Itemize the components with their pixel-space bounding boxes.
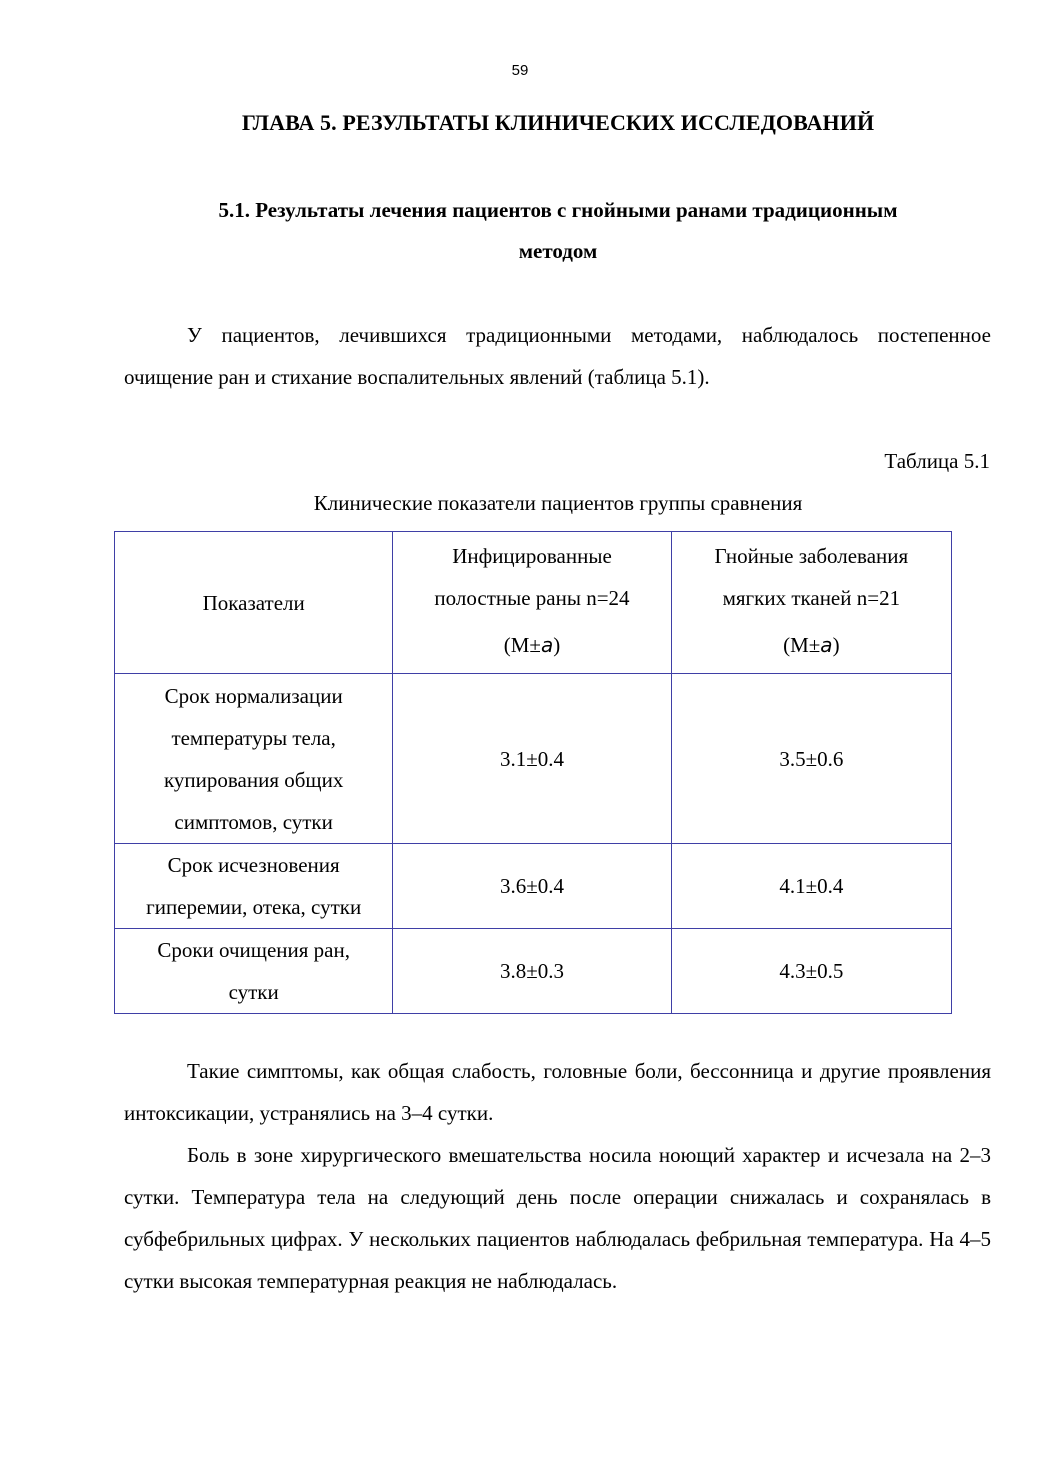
header-infected-wounds <box>393 532 671 674</box>
table-label: Таблица 5.1 <box>884 449 990 473</box>
clinical-indicators-table <box>114 531 952 1014</box>
header-soft-tissue-line2: мягких тканей n=21 <box>722 585 901 610</box>
section-title-line2: методом <box>518 239 598 263</box>
row-indicator: Срок исчезновения гиперемии, отека, сутки <box>115 844 393 929</box>
symptoms-paragraph: Такие симптомы, как общая слабость, головные боли, бессонница и другие проявления интоксикации, устранялись на 3–4 сутки. <box>124 1059 991 1125</box>
table-header-row <box>115 532 952 674</box>
table-row <box>115 929 952 1014</box>
table-row <box>115 674 952 844</box>
header-infected-stat: (M±a) <box>503 632 561 657</box>
row-value-soft-tissue: 3.5±0.6 <box>671 674 951 844</box>
row-value-infected: 3.6±0.4 <box>393 844 671 929</box>
header-soft-tissue-stat: (M±a) <box>783 632 840 657</box>
table-caption: Клинические показатели пациентов группы сравнения <box>313 491 803 515</box>
page-number: 59 <box>511 62 529 79</box>
section-title-line1: 5.1. Результаты лечения пациентов с гнойными ранами традиционным <box>218 198 898 222</box>
section-title <box>124 190 992 272</box>
header-soft-tissue-line1: Гнойные заболевания <box>714 543 909 568</box>
row-value-soft-tissue: 4.1±0.4 <box>671 844 951 929</box>
header-indicators: Показатели <box>115 532 393 674</box>
row-value-infected: 3.8±0.3 <box>393 929 671 1014</box>
header-infected-line2: полостные раны n=24 <box>434 585 630 610</box>
pain-paragraph: Боль в зоне хирургического вмешательства носила ноющий характер и исчезала на 2–3 сутки. Температура тела на следующий день после операции снижалась и сохранялась в субфебрильных цифрах. У нескольких пациентов наблюдалась фебрильная температура. На 4–5 сутки высокая температурная реакция не наблюдалась. <box>124 1143 991 1293</box>
header-infected-line1: Инфицированные <box>452 543 612 568</box>
row-value-infected: 3.1±0.4 <box>393 674 671 844</box>
row-value-soft-tissue: 4.3±0.5 <box>671 929 951 1014</box>
chapter-title: ГЛАВА 5. РЕЗУЛЬТАТЫ КЛИНИЧЕСКИХ ИССЛЕДОВАНИЙ <box>241 110 875 135</box>
intro-paragraph: У пациентов, лечившихся традиционными методами, наблюдалось постепенное очищение ран и стихание воспалительных явлений (таблица 5.1). <box>124 323 991 389</box>
header-soft-tissue <box>671 532 951 674</box>
row-indicator: Срок нормализации температуры тела, купирования общих симптомов, сутки <box>115 674 393 844</box>
row-indicator: Сроки очищения ран, сутки <box>115 929 393 1014</box>
table-row <box>115 844 952 929</box>
